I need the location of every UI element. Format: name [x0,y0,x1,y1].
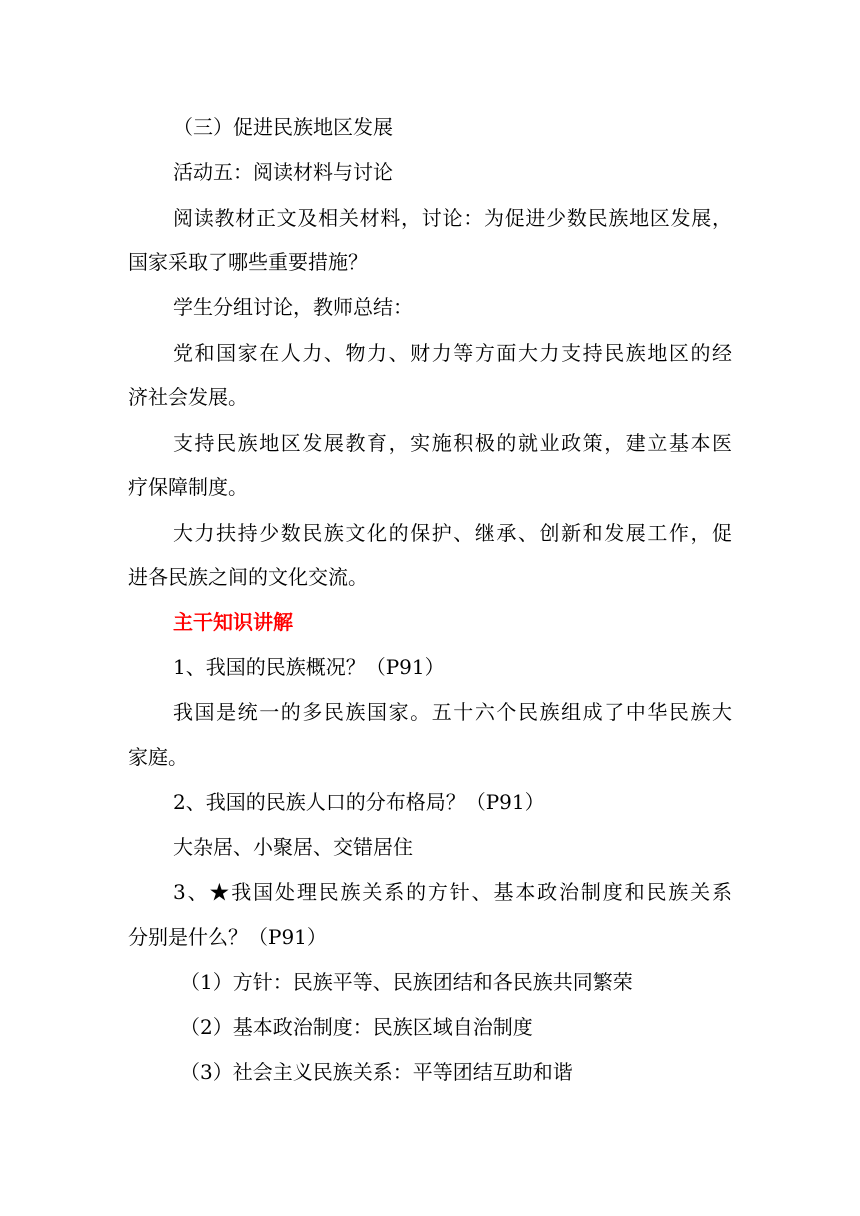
answer-item-3: （3）社会主义民族关系：平等团结互助和谐 [180,1060,573,1084]
section-heading: （三）促进民族地区发展 [173,115,393,139]
paragraph-line: 党和国家在人力、物力、财力等方面大力支持民族地区的经 [173,341,732,365]
question-1: 1、我国的民族概况？（P91） [173,655,445,679]
paragraph-line: 学生分组讨论，教师总结： [173,295,413,319]
paragraph-line: 支持民族地区发展教育，实施积极的就业政策，建立基本医 [173,431,732,455]
answer-line: 家庭。 [128,745,188,769]
answer-item-1: （1）方针：民族平等、民族团结和各民族共同繁荣 [180,970,633,994]
activity-title: 活动五：阅读材料与讨论 [173,160,393,184]
answer-item-2: （2）基本政治制度：民族区域自治制度 [180,1015,533,1039]
paragraph-line: 进各民族之间的文化交流。 [128,565,368,589]
question-2: 2、我国的民族人口的分布格局？（P91） [173,790,545,814]
paragraph-line: 国家采取了哪些重要措施？ [128,250,368,274]
paragraph-line: 阅读教材正文及相关材料，讨论：为促进少数民族地区发展， [173,206,732,230]
question-3: 3、★我国处理民族关系的方针、基本政治制度和民族关系 [173,880,732,904]
paragraph-line: 大力扶持少数民族文化的保护、继承、创新和发展工作，促 [173,521,732,545]
knowledge-heading: 主干知识讲解 [173,610,293,634]
answer-line: 我国是统一的多民族国家。五十六个民族组成了中华民族大 [173,700,732,724]
answer-line: 大杂居、小聚居、交错居住 [173,835,413,859]
question-3-cont: 分别是什么？（P91） [128,925,327,949]
paragraph-line: 济社会发展。 [128,385,248,409]
paragraph-line: 疗保障制度。 [128,475,248,499]
